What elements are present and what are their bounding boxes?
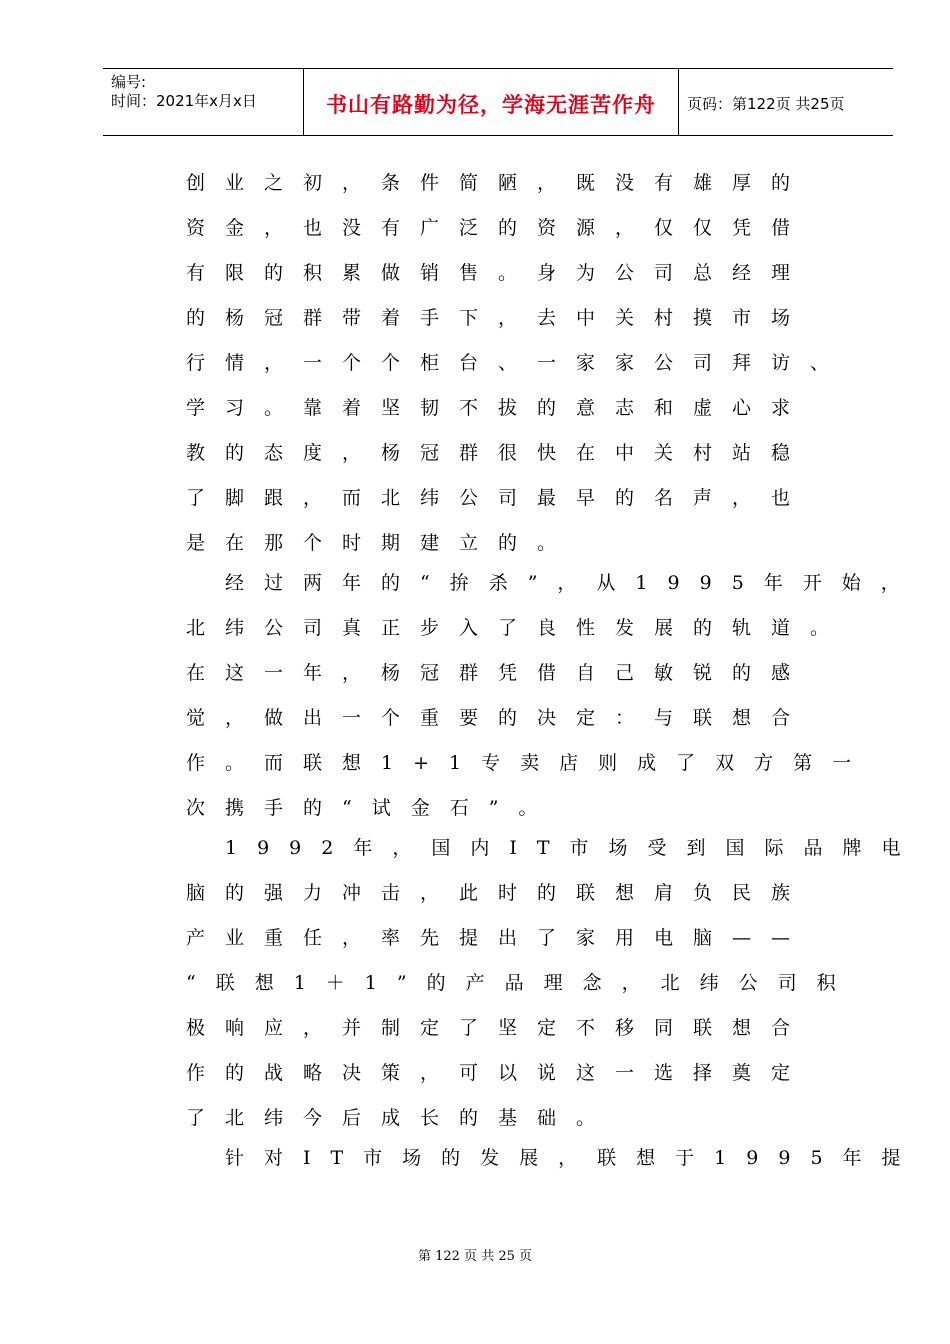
document-date-label: 时间：2021年x月x日	[111, 92, 257, 110]
text-line: 的杨冠群带着手下，去中关村摸市场	[186, 307, 811, 329]
text-line: 作的战略决策，可以说这一选择奠定	[186, 1062, 811, 1084]
text-line: 了北纬今后成长的基础。	[186, 1107, 616, 1129]
text-line: 资金，也没有广泛的资源，仅仅凭借	[186, 217, 811, 239]
header-page-info: 页码：第122页 共25页	[687, 95, 845, 113]
text-line: 是在那个时期建立的。	[186, 532, 577, 554]
body-text	[186, 163, 921, 1183]
text-line: 觉，做出一个重要的决定：与联想合	[186, 707, 811, 729]
text-line: 北纬公司真正步入了良性发展的轨道。	[186, 617, 850, 639]
document-number-label: 编号:	[111, 73, 147, 91]
text-line: 脑的强力冲击，此时的联想肩负民族	[186, 882, 811, 904]
text-line: 在这一年，杨冠群凭借自己敏锐的感	[186, 662, 811, 684]
text-line: 学习。靠着坚韧不拔的意志和虚心求	[186, 397, 811, 419]
text-line: 有限的积累做销售。身为公司总经理	[186, 262, 811, 284]
text-line: “联想1＋1”的产品理念，北纬公司积	[186, 972, 856, 994]
header-page-cell	[679, 69, 893, 135]
text-line: 了脚跟，而北纬公司最早的名声，也	[186, 487, 811, 509]
text-line: 极响应，并制定了坚定不移同联想合	[186, 1017, 811, 1039]
text-line: 1992年，国内IT市场受到国际品牌电	[225, 837, 921, 859]
page-footer: 第 122 页 共 25 页	[417, 1249, 533, 1264]
text-line: 创业之初，条件简陋，既没有雄厚的	[186, 172, 811, 194]
text-line: 次携手的“试金石”。	[186, 797, 558, 819]
text-line: 针对IT市场的发展，联想于1995年提	[225, 1147, 921, 1169]
text-line: 作。而联想1+1专卖店则成了双方第一	[186, 752, 872, 774]
text-line: 经过两年的“拚杀”，从1995年开始，	[225, 572, 920, 594]
text-line: 行情，一个个柜台、一家家公司拜访、	[186, 352, 850, 374]
header-motto: 书山有路勤为径，学海无涯苦作舟	[326, 93, 656, 117]
header-meta-cell	[103, 69, 303, 135]
header-motto-cell	[303, 69, 679, 135]
text-line: 产业重任，率先提出了家用电脑——	[186, 927, 811, 949]
page-header	[103, 68, 893, 136]
text-line: 教的态度，杨冠群很快在中关村站稳	[186, 442, 811, 464]
